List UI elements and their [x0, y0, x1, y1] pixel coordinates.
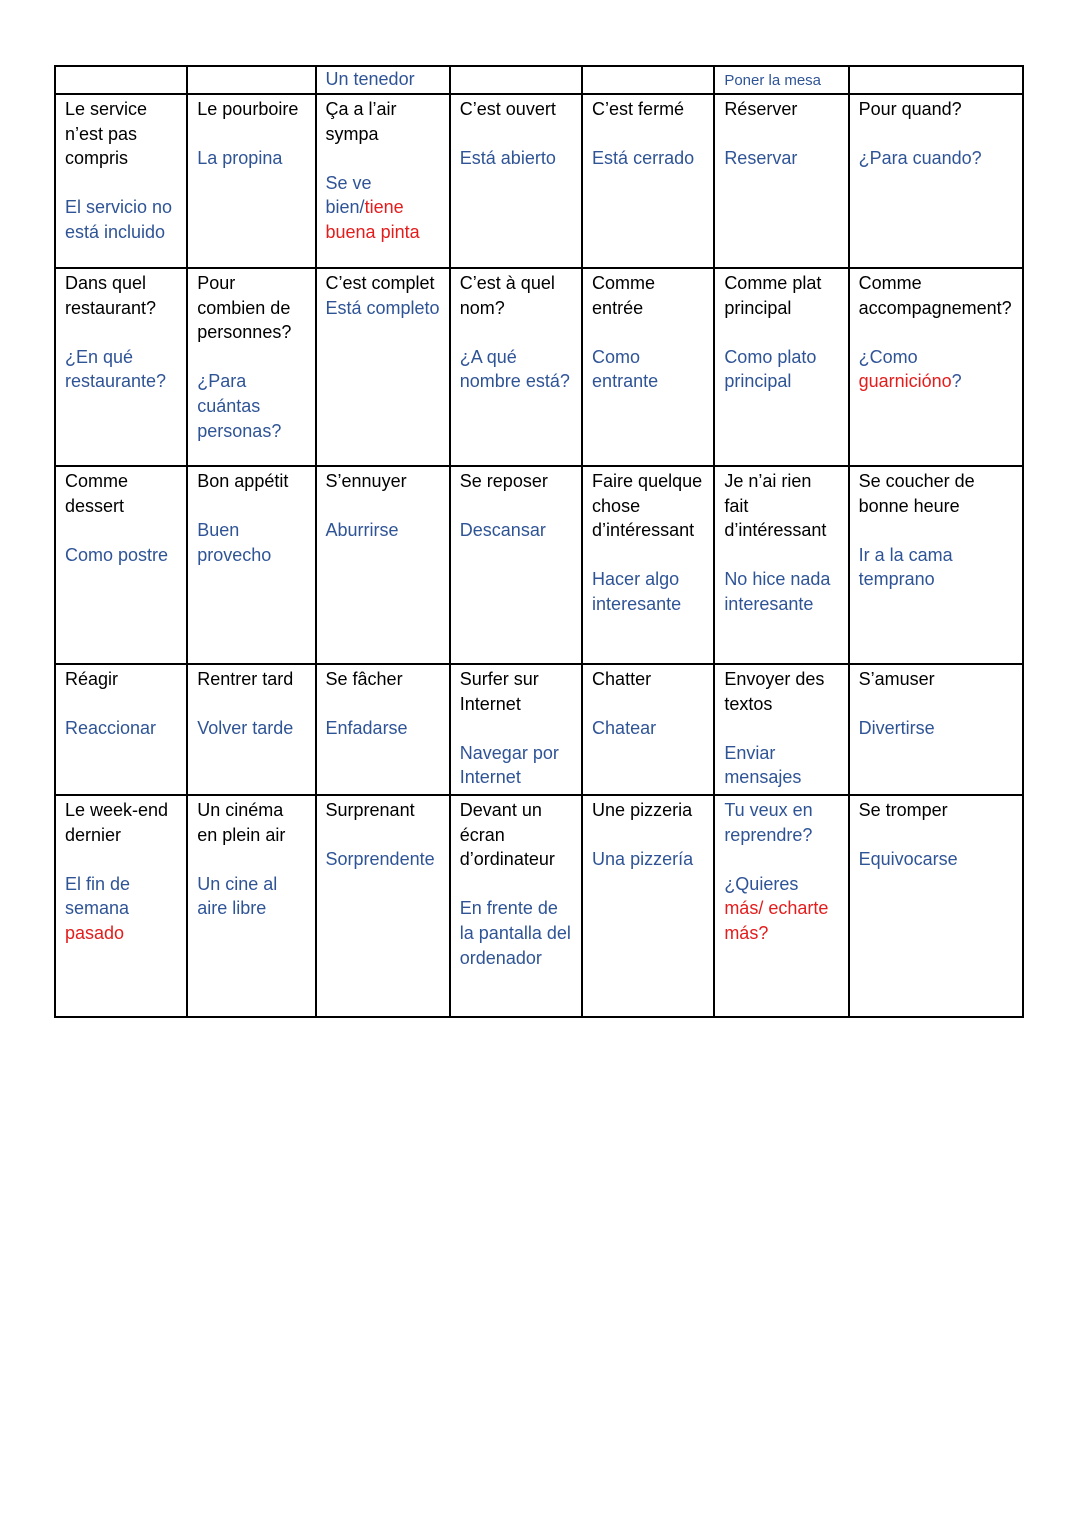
french-term: C’est ouvert: [459, 99, 556, 119]
spanish-term: Está abierto: [459, 148, 556, 169]
vocab-cell: [55, 795, 187, 1017]
header-cell: [849, 66, 1023, 94]
vocab-cell: [849, 466, 1023, 664]
spanish-term: ¿A qué nombre está?: [459, 346, 570, 392]
french-term: Dans quel restaurant?: [65, 273, 157, 318]
table-row: [55, 94, 1023, 268]
vocab-cell: [714, 94, 848, 268]
spanish-term: Está completo: [325, 297, 440, 318]
header-cell: [55, 66, 187, 94]
french-term: C’est fermé: [592, 99, 685, 119]
header-cell: [450, 66, 582, 94]
french-term: Un cinéma en plein air: [197, 799, 286, 845]
spanish-term: El fin de semana pasado: [65, 873, 131, 943]
spanish-term: Una pizzería: [592, 849, 694, 870]
french-term: Pour combien de personnes?: [197, 273, 292, 343]
french-term: Je n’ai rien fait d’intéressant: [724, 471, 827, 541]
spanish-term: Buen provecho: [197, 520, 272, 565]
french-term: Tu veux en reprendre?: [724, 799, 813, 845]
vocab-cell: [55, 94, 187, 268]
vocab-cell: [187, 795, 315, 1017]
french-term: S’amuser: [858, 669, 935, 689]
french-term: Faire quelque chose d’intéressant: [592, 471, 703, 541]
spanish-term: ¿Como guarnicióno?: [858, 346, 962, 392]
spanish-term: Chatear: [592, 718, 657, 739]
vocab-cell: [450, 268, 582, 466]
vocab-cell: [55, 268, 187, 466]
vocab-cell: [55, 664, 187, 795]
vocab-cell: [849, 795, 1023, 1017]
vocab-cell: [849, 268, 1023, 466]
spanish-term: ¿Para cuántas personas?: [197, 371, 282, 441]
vocab-cell: [316, 466, 450, 664]
vocab-cell: [714, 795, 848, 1017]
spanish-term: Descansar: [459, 520, 546, 541]
french-term: Surprenant: [325, 799, 415, 820]
vocab-cell: [849, 664, 1023, 795]
header-cell: Poner la mesa: [714, 66, 848, 94]
spanish-term: El servicio no está incluido: [65, 197, 173, 242]
vocab-cell: [187, 664, 315, 795]
french-term: C’est à quel nom?: [459, 273, 555, 318]
spanish-term: Hacer algo interesante: [592, 569, 682, 614]
spanish-term: Está cerrado: [592, 148, 695, 169]
spanish-term: Reservar: [724, 148, 798, 169]
spanish-term: Volver tarde: [197, 718, 294, 739]
vocab-cell: [582, 795, 714, 1017]
french-term: S’ennuyer: [325, 471, 407, 491]
vocab-cell: [187, 268, 315, 466]
french-term: Comme entrée: [592, 273, 656, 318]
vocab-cell: [582, 94, 714, 268]
table-row: [55, 466, 1023, 664]
spanish-term: Navegar por Internet: [459, 742, 559, 788]
vocab-cell: [187, 466, 315, 664]
french-term: Le service n’est pas compris: [65, 99, 148, 169]
french-term: Surfer sur Internet: [459, 669, 539, 714]
vocab-cell: [714, 466, 848, 664]
spanish-term: Se ve bien/tiene buena pinta: [325, 172, 420, 242]
header-cell: [187, 66, 315, 94]
spanish-term: Un cine al aire libre: [197, 873, 278, 919]
header-cell: Un tenedor: [316, 66, 450, 94]
french-term: Comme dessert: [65, 471, 129, 516]
spanish-term: Aburrirse: [325, 520, 399, 541]
vocab-cell: [714, 664, 848, 795]
vocab-cell: [450, 94, 582, 268]
spanish-term: Reaccionar: [65, 718, 157, 739]
french-term: Réagir: [65, 669, 119, 689]
table-row: [55, 268, 1023, 466]
vocab-cell: [187, 94, 315, 268]
french-term: Comme plat principal: [724, 273, 822, 318]
french-term: Envoyer des textos: [724, 669, 825, 714]
french-term: Se reposer: [459, 471, 548, 491]
french-term: Une pizzeria: [592, 799, 693, 820]
french-term: Devant un écran d’ordinateur: [459, 799, 555, 870]
spanish-term: Enviar mensajes: [724, 742, 802, 788]
table-row: [55, 795, 1023, 1017]
spanish-term: ¿En qué restaurante?: [65, 346, 167, 392]
spanish-term: ¿Para cuando?: [858, 148, 982, 169]
spanish-term: ¿Quieres más/ echarte más?: [724, 873, 829, 943]
spanish-term: Como entrante: [592, 346, 659, 392]
spanish-term: Equivocarse: [858, 849, 958, 870]
vocab-cell: [582, 268, 714, 466]
spanish-term: Enfadarse: [325, 718, 408, 739]
vocab-cell: [450, 466, 582, 664]
french-term: Le pourboire: [197, 99, 299, 119]
vocab-cell: [55, 466, 187, 664]
table-row: [55, 664, 1023, 795]
spanish-term: Como plato principal: [724, 346, 817, 392]
spanish-term: En frente de la pantalla del ordenador: [459, 898, 571, 968]
vocabulary-table: [54, 65, 1024, 1018]
vocab-cell: [316, 268, 450, 466]
vocab-cell: [582, 466, 714, 664]
french-term: Le week-end dernier: [65, 799, 169, 845]
french-term: Bon appétit: [197, 471, 289, 491]
spanish-term: No hice nada interesante: [724, 569, 831, 614]
french-term: Se tromper: [858, 799, 948, 820]
vocab-cell: [849, 94, 1023, 268]
header-cell: [582, 66, 714, 94]
spanish-term: Divertirse: [858, 718, 935, 739]
vocab-cell: [316, 94, 450, 268]
french-term: Chatter: [592, 669, 652, 689]
vocab-cell: [714, 268, 848, 466]
french-term: Comme accompagnement?: [858, 273, 1012, 318]
vocab-cell: [450, 664, 582, 795]
spanish-term: La propina: [197, 148, 283, 169]
french-term: Ça a l’air sympa: [325, 99, 397, 144]
vocab-cell: [316, 795, 450, 1017]
vocab-cell: [316, 664, 450, 795]
header-row: [55, 66, 1023, 94]
french-term: Se fâcher: [325, 669, 403, 689]
vocab-cell: [582, 664, 714, 795]
spanish-term: Como postre: [65, 544, 169, 565]
french-term: Rentrer tard: [197, 669, 294, 689]
spanish-term: Ir a la cama temprano: [858, 544, 953, 590]
vocab-cell: [450, 795, 582, 1017]
french-term: Réserver: [724, 99, 798, 119]
spanish-term: Sorprendente: [325, 849, 435, 870]
french-term: Pour quand?: [858, 99, 962, 119]
french-term: Se coucher de bonne heure: [858, 471, 975, 516]
french-term: C’est complet: [325, 273, 435, 293]
